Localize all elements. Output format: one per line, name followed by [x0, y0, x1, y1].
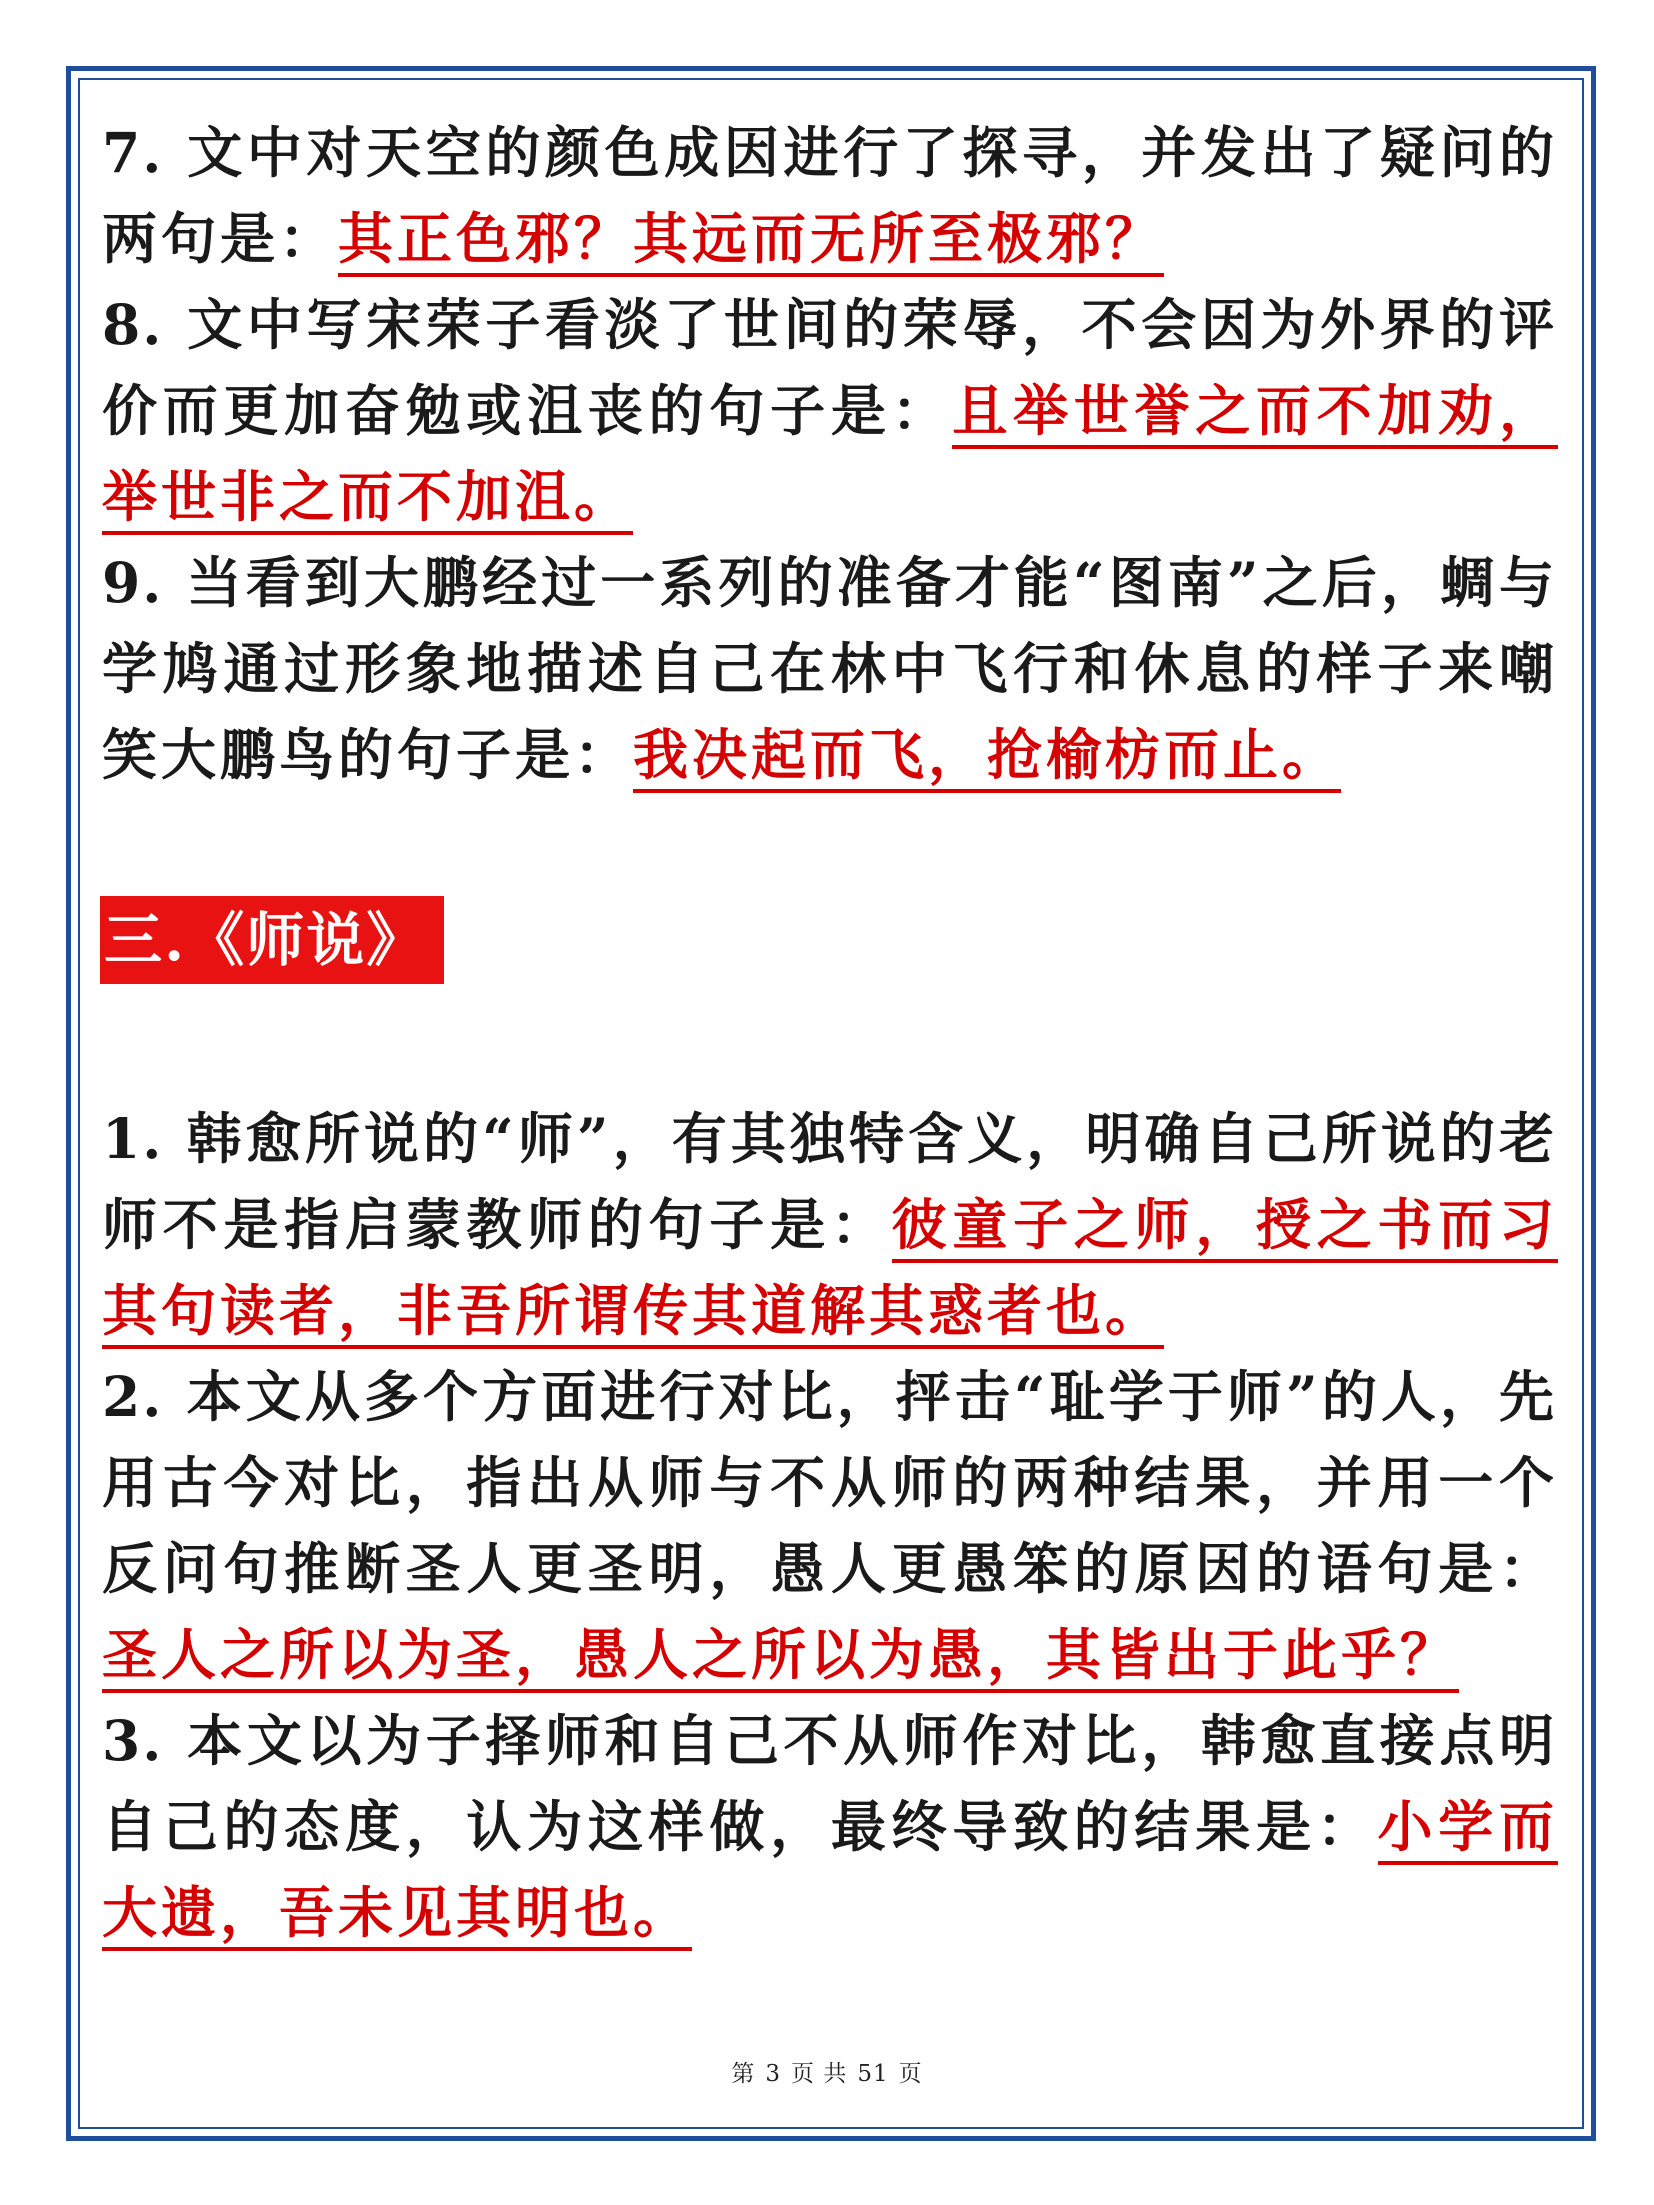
- answer-text: 且举世誉之而不加劝，举世非之而不加沮。: [102, 378, 1558, 535]
- question-item: [102, 1354, 1558, 1698]
- question-item: [102, 110, 1558, 282]
- spacer: [102, 798, 1558, 896]
- question-number: 3.: [102, 1708, 164, 1773]
- page-content: [102, 110, 1558, 1956]
- question-item: [102, 1698, 1558, 1956]
- answer-text: 其正色邪？其远而无所至极邪？: [338, 206, 1164, 277]
- question-number: 1.: [102, 1106, 164, 1171]
- footer-prefix: 第: [731, 2061, 756, 2087]
- footer-page-number: 3: [765, 2061, 782, 2087]
- question-text: 本文从多个方面进行对比，抨击“耻学于师”的人，先用古今对比，指出从师与不从师的两种结果，并用一个反问句推断圣人更圣明，愚人更愚笨的原因的语句是：: [102, 1364, 1558, 1601]
- footer-suffix: 页: [898, 2061, 923, 2087]
- question-number: 9.: [102, 550, 164, 615]
- question-text: 文中写宋荣子看淡了世间的荣辱，不会因为外界的评价而更加奋勉或沮丧的句子是：: [102, 292, 1558, 443]
- spacer: [102, 984, 1558, 1096]
- footer-middle: 页 共: [791, 2061, 848, 2087]
- page-footer: [0, 2055, 1654, 2088]
- question-item: [102, 540, 1558, 798]
- question-number: 7.: [102, 120, 164, 185]
- question-text: 文中对天空的颜色成因进行了探寻，并发出了疑问的两句是：: [102, 120, 1558, 271]
- question-number: 2.: [102, 1364, 164, 1429]
- question-number: 8.: [102, 292, 164, 357]
- question-item: [102, 1096, 1558, 1354]
- answer-text: 彼童子之师，授之书而习其句读者，非吾所谓传其道解其惑者也。: [102, 1192, 1558, 1349]
- question-text: 韩愈所说的“师”，有其独特含义，明确自己所说的老师不是指启蒙教师的句子是：: [102, 1106, 1558, 1257]
- answer-text: 我决起而飞，抢榆枋而止。: [633, 722, 1341, 793]
- answer-text: 小学而大遗，吾未见其明也。: [102, 1794, 1558, 1951]
- answer-text: 圣人之所以为圣，愚人之所以为愚，其皆出于此乎？: [102, 1622, 1459, 1693]
- question-text: 当看到大鹏经过一系列的准备才能“图南”之后，蜩与学鸠通过形象地描述自己在林中飞行和休息的样子来嘲笑大鹏鸟的句子是：: [102, 550, 1558, 787]
- question-text: 本文以为子择师和自己不从师作对比，韩愈直接点明自己的态度，认为这样做，最终导致的结果是：: [102, 1708, 1558, 1859]
- section-heading: 三.《师说》: [100, 896, 444, 984]
- question-item: [102, 282, 1558, 540]
- footer-total-pages: 51: [857, 2061, 889, 2087]
